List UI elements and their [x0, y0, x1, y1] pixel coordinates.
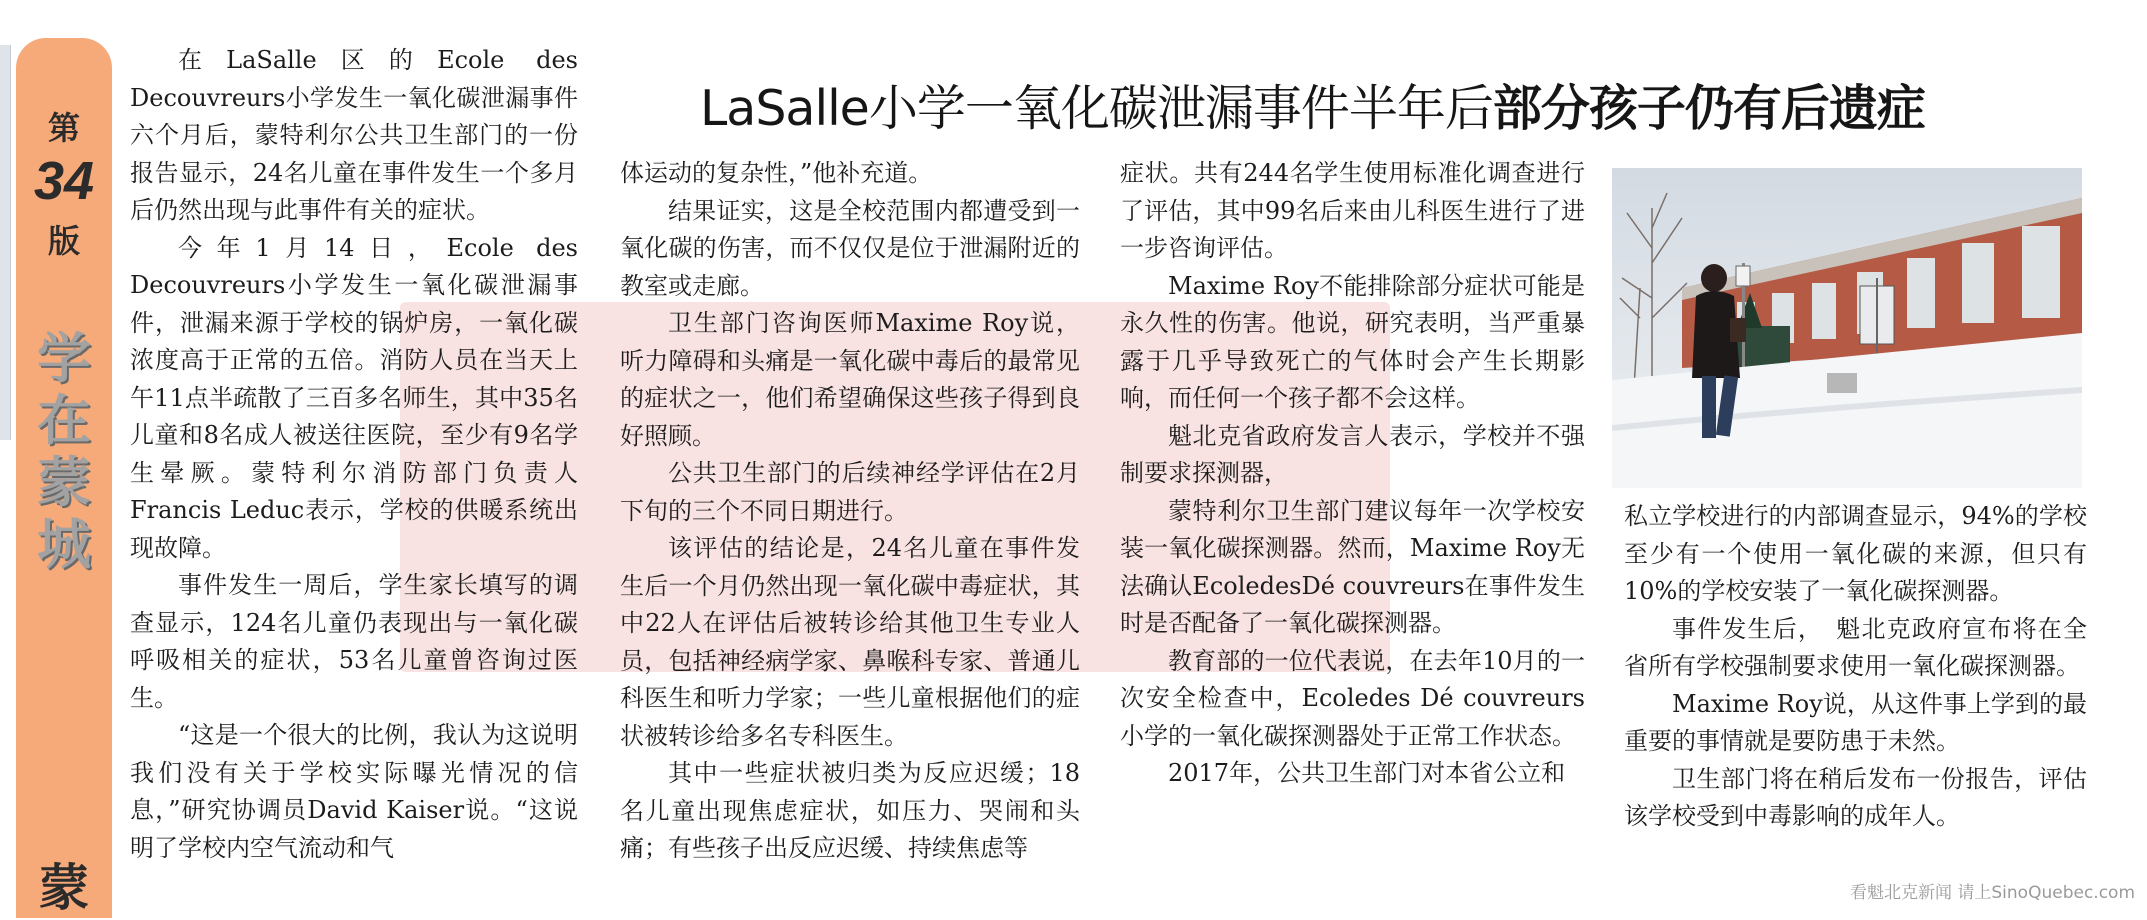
paragraph: 蒙特利尔卫生部门建议每年一次学校安装一氧化碳探测器。然而，Maxime Roy无法确认EcoledesDé couvreurs在事件发生时是否配备了一氧化碳探测器。	[1120, 496, 1585, 637]
article-column-4	[1624, 498, 2087, 836]
school-photo-image	[1612, 168, 2082, 488]
paragraph: 魁北克省政府发言人表示，学校并不强制要求探测器，	[1120, 421, 1585, 487]
paragraph: Maxime Roy不能排除部分症状可能是永久性的伤害。他说，研究表明，当严重暴露于几乎导致死亡的气体时会产生长期影响，而任何一个孩子都不会这样。	[1120, 271, 1585, 412]
section-char: 学	[37, 327, 91, 390]
paragraph: 事件发生一周后，学生家长填写的调查显示，124名儿童仍表现出与一氧化碳呼吸相关的症状，53名儿童曾咨询过医生。	[130, 571, 578, 712]
paragraph: 在LaSalle区的Ecole des Decouvreurs小学发生一氧化碳泄漏事件六个月后，蒙特利尔公共卫生部门的一份报告显示，24名儿童在事件发生一个多月后仍然出现与此事件有关的症状。	[130, 46, 578, 224]
paragraph: 该评估的结论是，24名儿童在事件发生后一个月仍然出现一氧化碳中毒症状，其中22人在评估后被转诊给其他卫生专业人员，包括神经病学家、鼻喉科专家、普通儿科医生和听力学家；一些儿童根据他们的症状被转诊给多名专科医生。	[620, 534, 1080, 750]
page-prefix: 第	[47, 109, 80, 147]
page-edge-strip	[0, 45, 11, 440]
footer-credit: 看魁北克新闻 请上SinoQuebec.com	[1849, 883, 2135, 903]
paragraph-continued: 症状。共有244名学生使用标准化调查进行了评估，其中99名后来由儿科医生进行了进一步咨询评估。	[1120, 159, 1585, 262]
paragraph: 结果证实，这是全校范围内都遭受到一氧化碳的伤害，而不仅仅是位于泄漏附近的教室或走廊。	[620, 196, 1080, 300]
paragraph-continued: 体运动的复杂性，”他补充道。	[620, 159, 933, 187]
paragraph: Maxime Roy说，从这件事上学到的最重要的事情就是要防患于未然。	[1624, 689, 2087, 755]
section-char: 蒙	[37, 451, 91, 514]
school-photo	[1612, 168, 2082, 488]
article-column-2	[620, 155, 1080, 868]
section-char: 城	[37, 513, 91, 576]
paragraph: “这是一个很大的比例，我认为这说明我们没有关于学校实际曝光情况的信息，”研究协调员David Kaiser说。“这说明了学校内空气流动和气	[130, 721, 578, 862]
paragraph: 公共卫生部门的后续神经学评估在2月下旬的三个不同日期进行。	[620, 459, 1080, 525]
headline	[700, 70, 2020, 140]
paragraph: 2017年，公共卫生部门对本省公立和	[1168, 759, 1566, 787]
headline-bold: 部分孩子仍有后遗症	[1492, 80, 1925, 137]
sidebar-bottom-char: 蒙	[39, 859, 89, 917]
page-number: 34	[33, 151, 95, 211]
article-column-1	[130, 42, 578, 867]
page-suffix: 版	[47, 222, 80, 260]
section-sidebar	[16, 38, 112, 918]
paragraph: 卫生部门咨询医师Maxime Roy说，听力障碍和头痛是一氧化碳中毒后的最常见的症状之一，他们希望确保这些孩子得到良好照顾。	[620, 309, 1080, 450]
headline-light: LaSalle小学一氧化碳泄漏事件半年后	[700, 80, 1493, 137]
paragraph: 事件发生后， 魁北克政府宣布将在全省所有学校强制要求使用一氧化碳探测器。	[1624, 614, 2087, 680]
section-char: 在	[37, 389, 91, 452]
paragraph: 卫生部门将在稍后发布一份报告，评估该学校受到中毒影响的成年人。	[1624, 764, 2087, 830]
section-title	[16, 328, 112, 576]
paragraph: 今年1月14日，Ecole des Decouvreurs小学发生一氧化碳泄漏事件，泄漏来源于学校的锅炉房，一氧化碳浓度高于正常的五倍。消防人员在当天上午11点半疏散了三百多名师生，其中35名儿童和8名成人被送往医院，至少有9名学生晕厥。蒙特利尔消防部门负责人Francis Leduc表示，学校的供暖系统出现故障。	[130, 233, 578, 562]
paragraph: 教育部的一位代表说，在去年10月的一次安全检查中，Ecoledes Dé couvreurs小学的一氧化碳探测器处于正常工作状态。	[1120, 646, 1585, 750]
paragraph-continued: 私立学校进行的内部调查显示，94%的学校至少有一个使用一氧化碳的来源，但只有10%的学校安装了一氧化碳探测器。	[1624, 502, 2087, 605]
article-column-3	[1120, 155, 1585, 793]
paragraph: 其中一些症状被归类为反应迟缓；18名儿童出现焦虑症状，如压力、哭闹和头痛；有些孩子出反应迟缓、持续焦虑等	[620, 759, 1080, 862]
